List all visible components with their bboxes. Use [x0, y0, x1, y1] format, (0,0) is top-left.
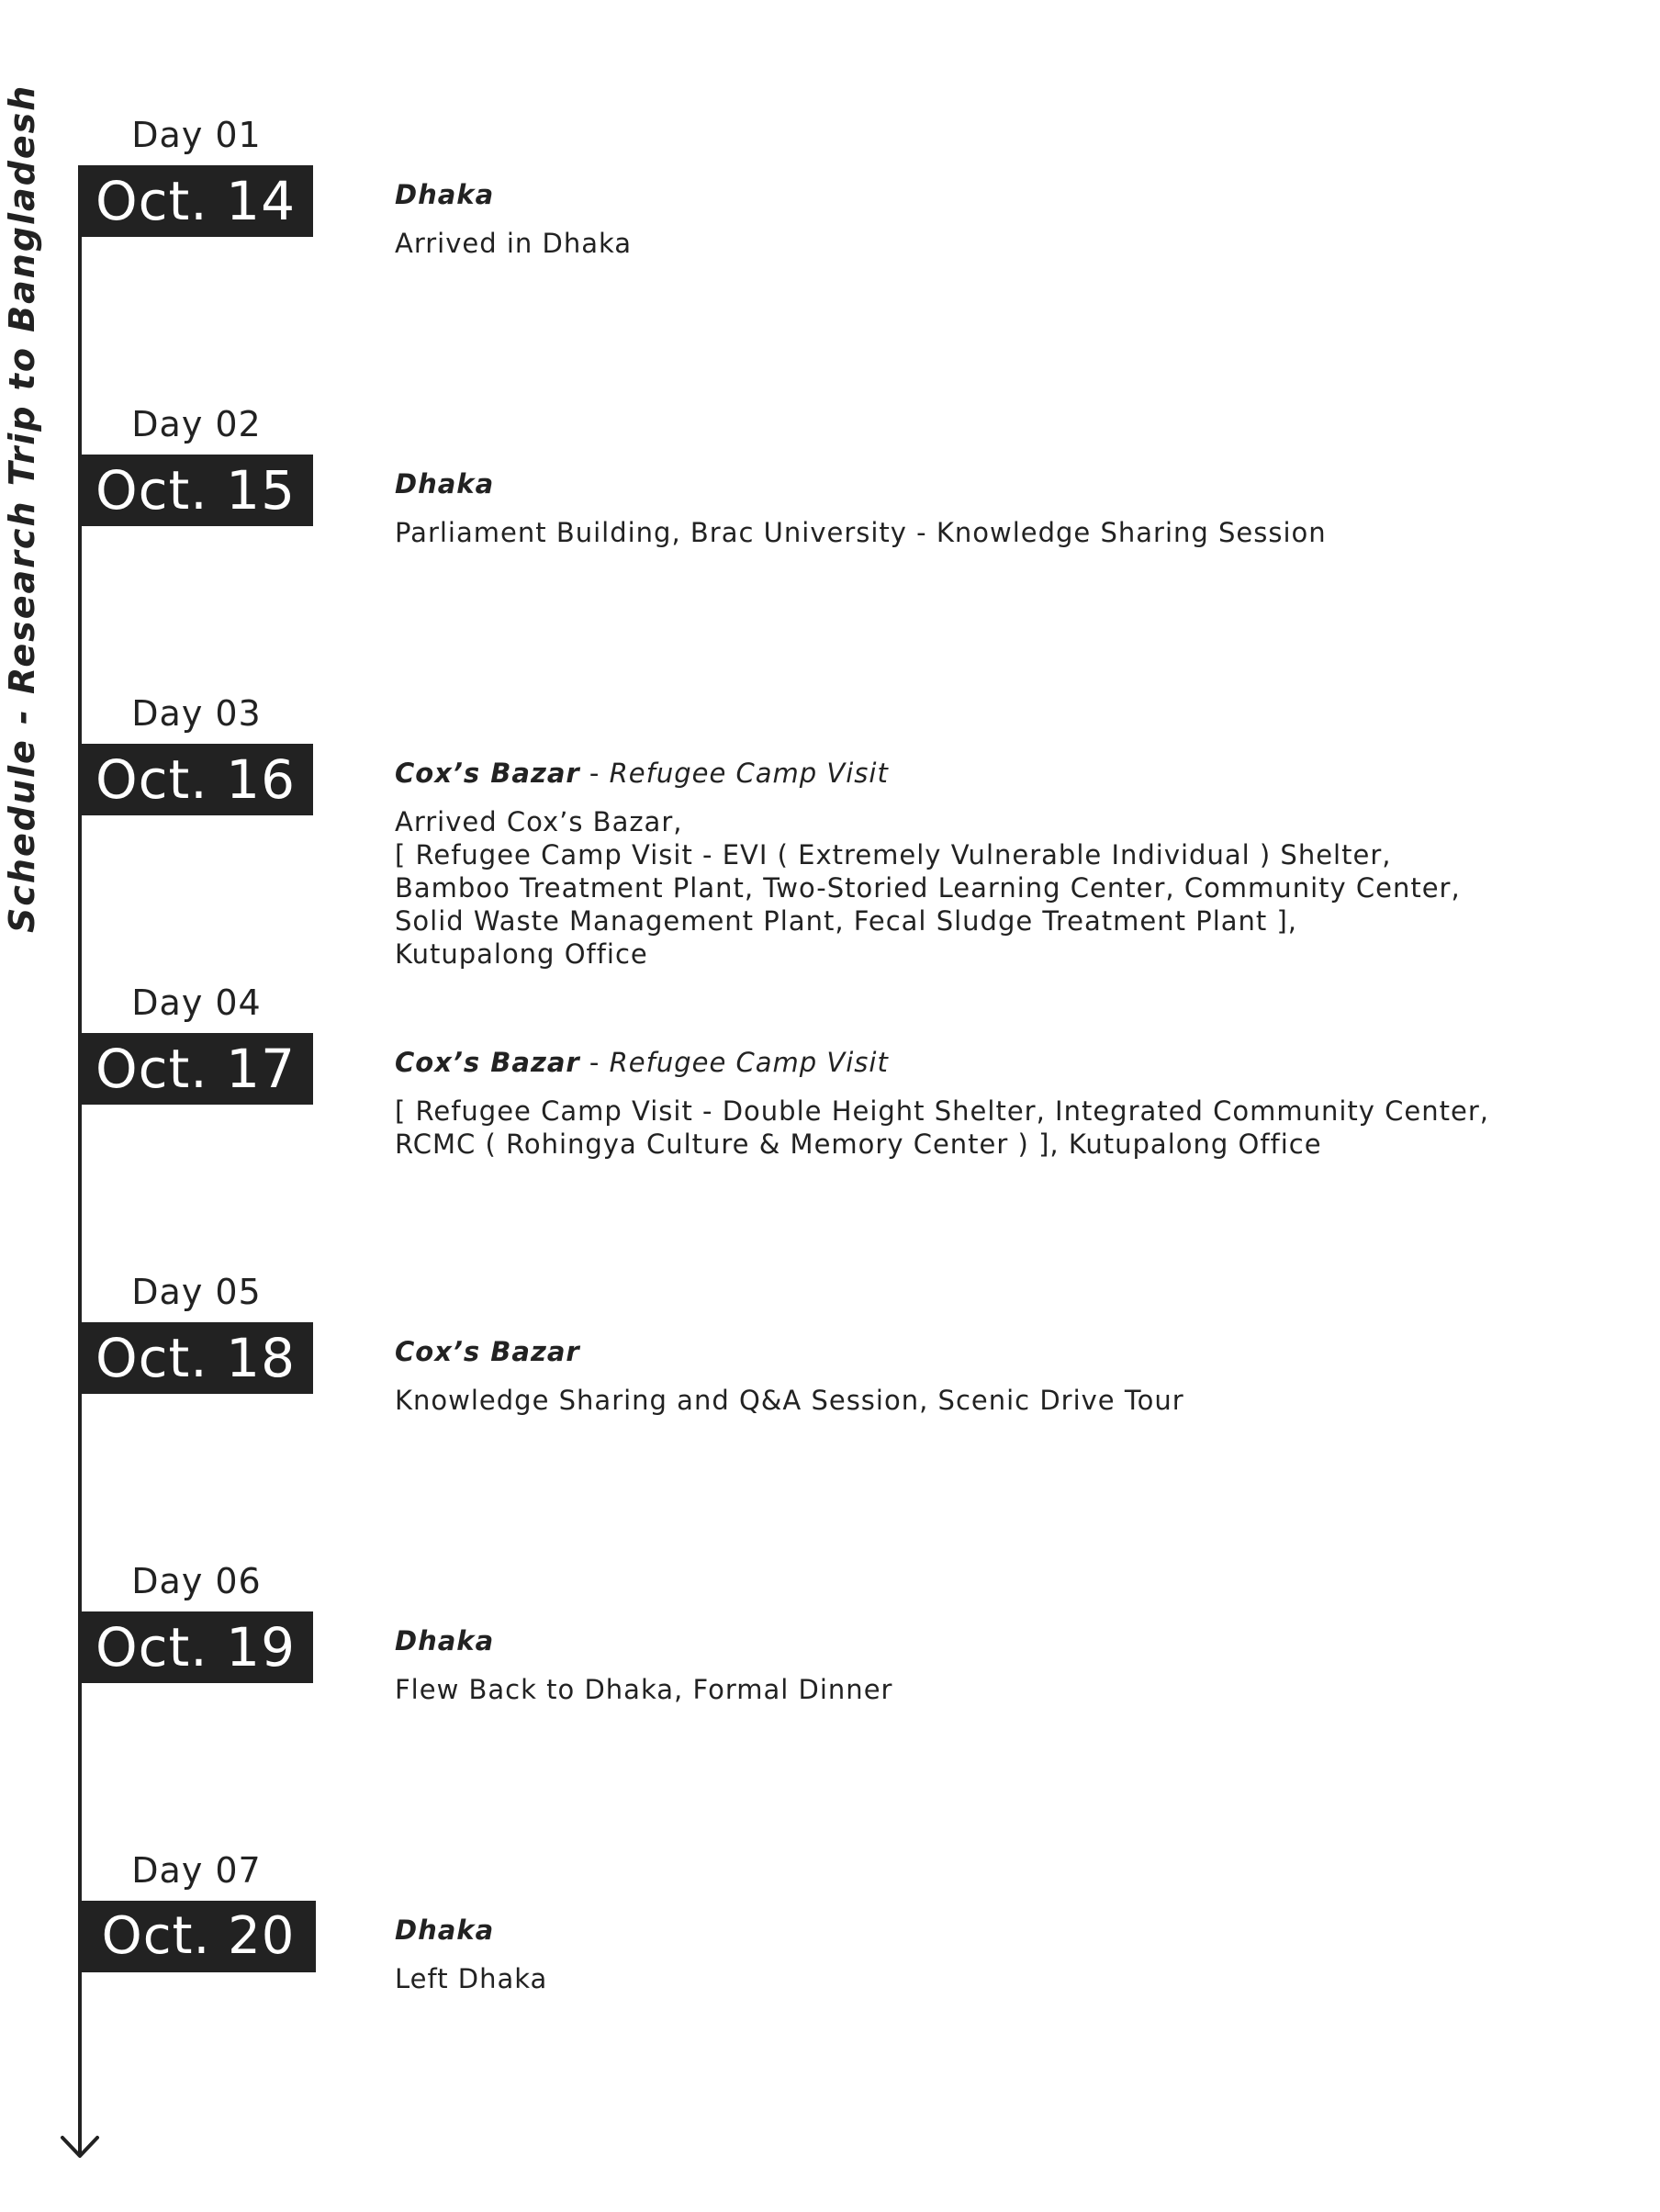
day-label: Day 01 [131, 115, 262, 155]
description-line: Left Dhaka [395, 1963, 548, 1994]
day-label: Day 06 [131, 1561, 262, 1601]
date-box: Oct. 20 [81, 1901, 316, 1972]
description [395, 1095, 1588, 1161]
day-label: Day 07 [131, 1850, 262, 1891]
location-line [395, 179, 494, 210]
day-label: Day 03 [131, 693, 262, 734]
description-line: Kutupalong Office [395, 938, 648, 970]
schedule-entry-day-06 [0, 1561, 1660, 1836]
schedule-entry-day-02 [0, 404, 1660, 679]
description [395, 227, 1588, 260]
description-line: RCMC ( Rohingya Culture & Memory Center ) ], Kutupalong Office [395, 1128, 1322, 1160]
arrow-down-icon [59, 2121, 101, 2161]
location: Cox’s Bazar [395, 1047, 580, 1078]
location-line [395, 758, 889, 789]
schedule-entry-day-04 [0, 982, 1660, 1258]
schedule-entry-day-07 [0, 1850, 1660, 2126]
date-box: Oct. 16 [78, 744, 313, 815]
location-line [395, 1914, 494, 1946]
description-line: Knowledge Sharing and Q&A Session, Scenic Drive Tour [395, 1385, 1184, 1416]
description-line: Parliament Building, Brac University - Knowledge Sharing Session [395, 517, 1327, 548]
location: Cox’s Bazar [395, 758, 580, 789]
description [395, 516, 1588, 549]
description [395, 1673, 1588, 1706]
location-separator: - [579, 758, 610, 789]
date-box: Oct. 15 [78, 455, 313, 526]
location: Dhaka [395, 1914, 495, 1946]
description [395, 1962, 1588, 1995]
location-line [395, 1047, 889, 1078]
schedule-entry-day-05 [0, 1272, 1660, 1547]
description [395, 1384, 1588, 1417]
description-line: Bamboo Treatment Plant, Two-Storied Learning Center, Community Center, [395, 872, 1461, 904]
location-subtitle: Refugee Camp Visit [609, 758, 889, 789]
location: Dhaka [395, 468, 495, 500]
location-separator: - [579, 1047, 610, 1078]
date-box: Oct. 19 [78, 1611, 313, 1683]
date-box: Oct. 18 [78, 1322, 313, 1394]
description-line: Solid Waste Management Plant, Fecal Sludge Treatment Plant ], [395, 905, 1298, 937]
description-line: Arrived Cox’s Bazar, [395, 806, 683, 837]
description-line: [ Refugee Camp Visit - EVI ( Extremely Vulnerable Individual ) Shelter, [395, 839, 1392, 870]
location: Dhaka [395, 1625, 495, 1656]
location-subtitle: Refugee Camp Visit [609, 1047, 889, 1078]
location: Cox’s Bazar [395, 1336, 580, 1367]
schedule-title: Schedule - Research Trip to Bangladesh [2, 84, 42, 933]
day-label: Day 02 [131, 404, 262, 444]
day-label: Day 04 [131, 982, 262, 1023]
schedule-entry-day-01 [0, 115, 1660, 390]
location-line [395, 1336, 580, 1367]
date-box: Oct. 14 [78, 165, 313, 237]
description [395, 805, 1588, 971]
date-box: Oct. 17 [78, 1033, 313, 1105]
location: Dhaka [395, 179, 495, 210]
location-line [395, 468, 494, 500]
location-line [395, 1625, 494, 1656]
description-line: [ Refugee Camp Visit - Double Height Shelter, Integrated Community Center, [395, 1095, 1490, 1127]
day-label: Day 05 [131, 1272, 262, 1312]
schedule-entry-day-03 [0, 693, 1660, 969]
description-line: Arrived in Dhaka [395, 228, 633, 259]
description-line: Flew Back to Dhaka, Formal Dinner [395, 1674, 893, 1705]
